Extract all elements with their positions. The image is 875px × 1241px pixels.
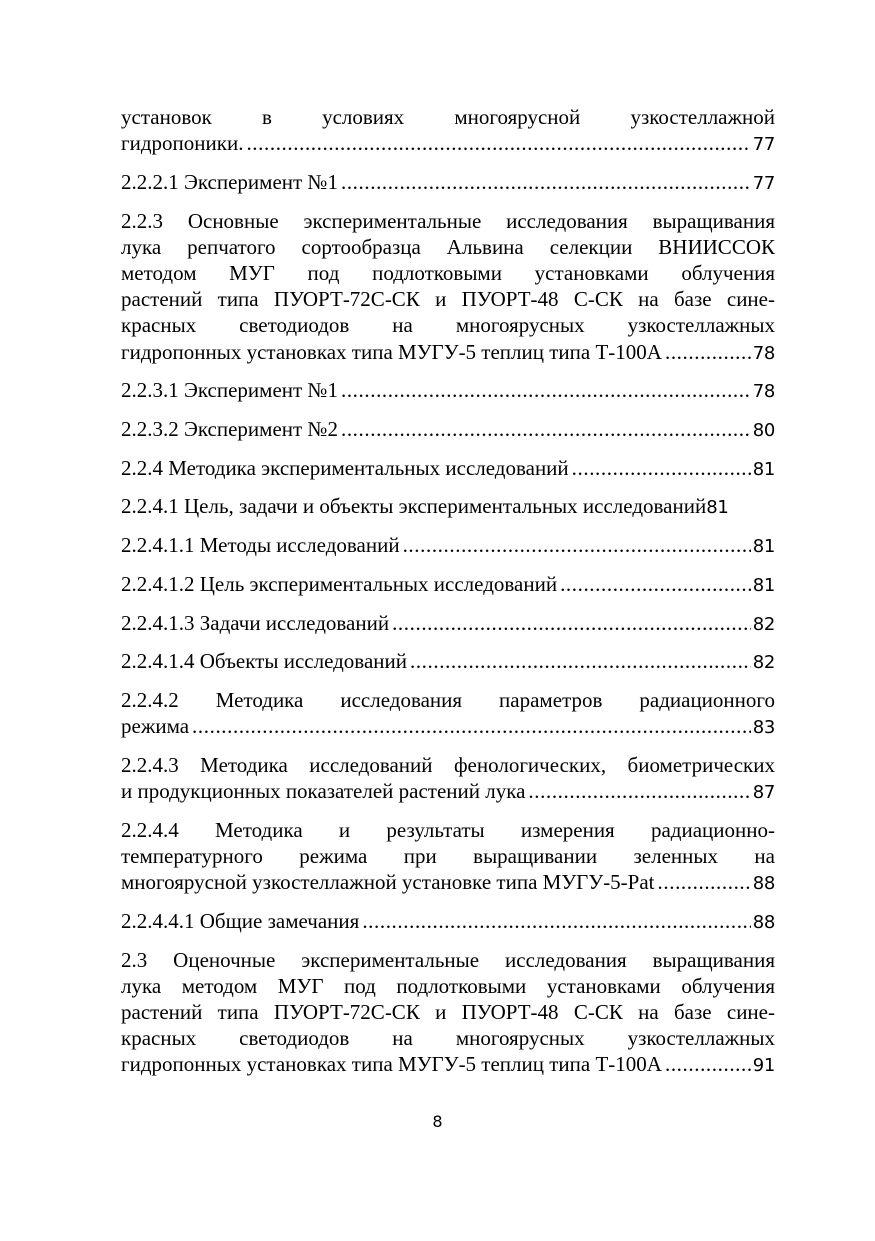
toc-entry-page: 77: [752, 134, 775, 156]
toc-entry-page: 78: [752, 342, 775, 364]
toc-entry-leader-line: [121, 339, 775, 367]
toc-entry-title: 2.2.4.1.2 Цель экспериментальных исследований: [121, 571, 558, 596]
toc-entry-line: растений типа ПУОРТ-72С-СК и ПУОРТ-48 С-СК на базе сине-: [121, 287, 775, 312]
toc-entry-title: 2.2.4.1.1 Методы исследований: [121, 533, 400, 558]
toc-entry-title: 2.2.4.1.4 Объекты исследований: [121, 649, 407, 674]
toc-entry-title: 2.2.4.1.3 Задачи исследований: [121, 610, 390, 635]
toc-entry-leader-line: [121, 869, 775, 897]
toc-entry-page: 83: [752, 717, 775, 739]
toc-entry-title: многоярусной узкостеллажной установке типа МУГУ-5-Pat: [121, 870, 655, 895]
toc-entry-line: красных светодиодов на многоярусных узкостеллажных: [121, 1026, 775, 1051]
toc-entry-leader-line: [121, 455, 775, 483]
toc-entry[interactable]: [121, 817, 775, 898]
toc-entry-line: красных светодиодов на многоярусных узкостеллажных: [121, 313, 775, 338]
toc-entry-page: 80: [752, 420, 775, 442]
toc-entry[interactable]: [121, 377, 775, 405]
table-of-contents: [121, 104, 775, 1090]
toc-entry-title: гидропоники.: [121, 131, 244, 156]
toc-entry-page: 88: [752, 911, 775, 933]
toc-entry-leader-line: [121, 377, 775, 405]
toc-entry[interactable]: [121, 532, 775, 560]
toc-entry-page: 81: [752, 574, 775, 596]
toc-entry-page: 81: [752, 536, 775, 558]
dot-leader: [658, 869, 751, 895]
toc-entry-leader-line: [121, 532, 775, 560]
page-number: 8: [432, 1112, 443, 1131]
toc-entry-page: 81: [706, 497, 729, 519]
dot-leader: [341, 169, 751, 195]
dot-leader: [665, 339, 751, 365]
dot-leader: [392, 610, 751, 636]
toc-entry-page: 88: [752, 873, 775, 895]
toc-entry-title: 2.2.2.1 Эксперимент №1: [121, 169, 338, 194]
toc-entry-title: режима: [121, 714, 190, 739]
toc-entry[interactable]: [121, 208, 775, 367]
toc-entry-line: 2.2.4.2 Методика исследования параметров радиационного: [121, 687, 775, 712]
toc-entry[interactable]: [121, 610, 775, 638]
dot-leader: [528, 778, 750, 804]
toc-entry-title: 2.2.4.1 Цель, задачи и объекты экспериментальных исследований: [121, 494, 707, 519]
toc-entry[interactable]: [121, 752, 775, 806]
toc-entry-title: 2.2.3.2 Эксперимент №2: [121, 417, 338, 442]
toc-entry[interactable]: [121, 908, 775, 936]
toc-entry[interactable]: [121, 947, 775, 1080]
toc-entry-title: гидропонных установках типа МУГУ-5 теплиц типа Т-100А: [121, 339, 662, 364]
toc-entry-leader-line: [121, 130, 775, 158]
toc-entry-page: 91: [752, 1055, 775, 1077]
toc-entry-leader-line: [121, 571, 775, 599]
toc-entry-line: лука репчатого сортообразца Альвина селекции ВНИИССОК: [121, 234, 775, 259]
dot-leader: [560, 571, 751, 597]
toc-entry-page: 82: [752, 613, 775, 635]
toc-entry-page: 82: [752, 652, 775, 674]
toc-entry-line: 2.2.4.4 Методика и результаты измерения радиационно-: [121, 817, 775, 842]
toc-entry[interactable]: [121, 104, 775, 158]
toc-entry-leader-line: [121, 778, 775, 806]
toc-entry-line: методом МУГ под подлотковыми установками облучения: [121, 261, 775, 286]
dot-leader: [341, 416, 751, 442]
toc-entry-page: 87: [752, 782, 775, 804]
toc-entry-page: 77: [752, 172, 775, 194]
toc-entry-line: 2.2.3 Основные экспериментальные исследования выращивания: [121, 208, 775, 233]
toc-entry-title: гидропонных установках типа МУГУ-5 теплиц типа Т-100А: [121, 1052, 662, 1077]
toc-entry[interactable]: [121, 455, 775, 483]
dot-leader: [341, 377, 751, 403]
toc-entry-line: температурного режима при выращивании зеленных на: [121, 843, 775, 868]
toc-entry-leader-line: [121, 908, 775, 936]
toc-entry-leader-line: [121, 610, 775, 638]
dot-leader: [403, 532, 751, 558]
toc-entry[interactable]: [121, 687, 775, 741]
toc-entry-leader-line: [121, 648, 775, 676]
toc-entry-title: 2.2.4.4.1 Общие замечания: [121, 908, 360, 933]
toc-entry-leader-line: [121, 1051, 775, 1079]
toc-entry[interactable]: [121, 416, 775, 444]
dot-leader: [665, 1051, 751, 1077]
toc-entry[interactable]: [121, 648, 775, 676]
toc-entry-leader-line: [121, 493, 775, 521]
dot-leader: [410, 648, 751, 674]
toc-entry[interactable]: [121, 493, 775, 521]
toc-entry-title: 2.2.4 Методика экспериментальных исследований: [121, 455, 569, 480]
toc-entry-page: 81: [752, 458, 775, 480]
toc-entry-line: 2.2.4.3 Методика исследований фенологических, биометрических: [121, 752, 775, 777]
dot-leader: [192, 713, 751, 739]
dot-leader: [246, 130, 750, 156]
toc-entry-line: 2.3 Оценочные экспериментальные исследования выращивания: [121, 947, 775, 972]
toc-entry-leader-line: [121, 713, 775, 741]
toc-entry-line: лука методом МУГ под подлотковыми установками облучения: [121, 973, 775, 998]
toc-entry-leader-line: [121, 416, 775, 444]
toc-entry[interactable]: [121, 169, 775, 197]
toc-entry[interactable]: [121, 571, 775, 599]
toc-entry-line: установок в условиях многоярусной узкостеллажной: [121, 105, 775, 129]
toc-entry-leader-line: [121, 169, 775, 197]
toc-entry-title: 2.2.3.1 Эксперимент №1: [121, 378, 338, 403]
toc-entry-title: и продукционных показателей растений лука: [121, 779, 526, 804]
dot-leader: [362, 908, 750, 934]
toc-entry-line: растений типа ПУОРТ-72С-СК и ПУОРТ-48 С-СК на базе сине-: [121, 999, 775, 1024]
dot-leader: [572, 455, 751, 481]
toc-entry-page: 78: [752, 381, 775, 403]
